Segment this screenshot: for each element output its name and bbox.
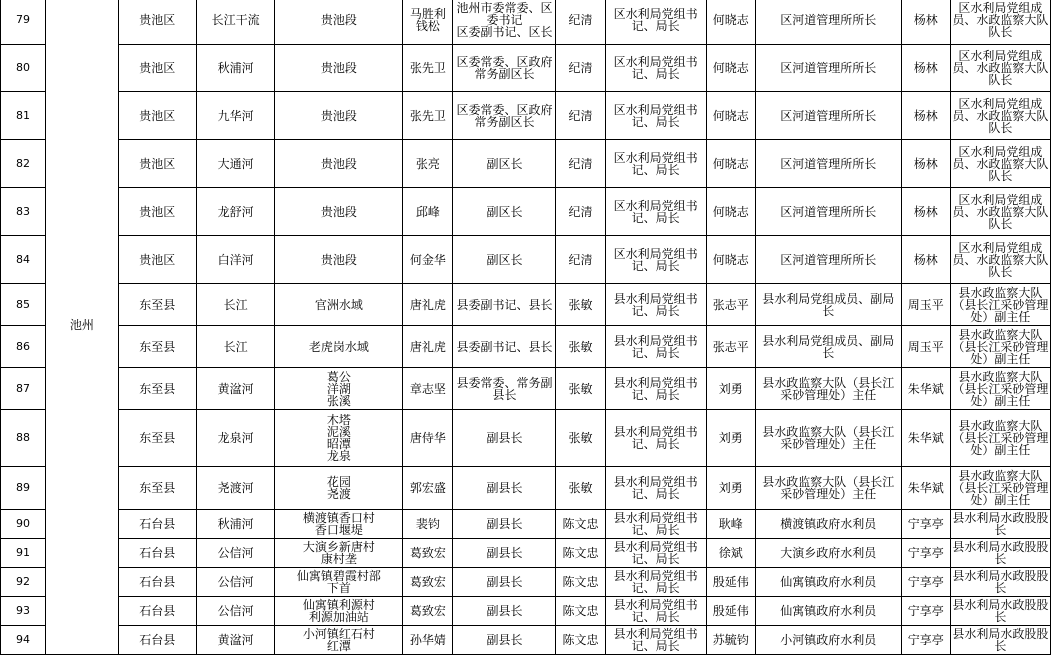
table-row [1, 92, 1051, 140]
river-chief-title: 副区长 [453, 188, 556, 236]
contact-name: 张志平 [706, 284, 755, 326]
row-number: 86 [1, 326, 46, 368]
table-row [1, 368, 1051, 410]
liaison-name: 陈文忠 [556, 539, 605, 568]
river-name: 尧渡河 [196, 467, 274, 510]
contact-title: 县水政监察大队（县长江采砂管理处）主任 [755, 410, 901, 467]
liaison-title: 区水利局党组书记、局长 [605, 188, 706, 236]
table-row [1, 539, 1051, 568]
contact-title: 区河道管理所所长 [755, 140, 901, 188]
river-chief-name: 裴钧 [403, 510, 453, 539]
supervisor-title: 县水利局水政股股长 [950, 597, 1050, 626]
river-chief-title: 副县长 [453, 568, 556, 597]
river-name: 龙舒河 [196, 188, 274, 236]
row-number: 94 [1, 626, 46, 655]
supervisor-name: 朱华斌 [901, 410, 950, 467]
district: 石台县 [118, 568, 196, 597]
district: 东至县 [118, 410, 196, 467]
river-chief-name: 张先卫 [403, 92, 453, 140]
district: 贵池区 [118, 92, 196, 140]
river-name: 龙泉河 [196, 410, 274, 467]
river-section: 贵池段 [275, 0, 403, 45]
river-section: 贵池段 [275, 236, 403, 284]
contact-name: 何晓志 [706, 45, 755, 92]
river-chief-title: 副县长 [453, 467, 556, 510]
city-cell: 池州 [46, 0, 119, 655]
district: 东至县 [118, 467, 196, 510]
supervisor-name: 朱华斌 [901, 368, 950, 410]
liaison-name: 张敏 [556, 467, 605, 510]
liaison-name: 纪清 [556, 140, 605, 188]
district: 贵池区 [118, 45, 196, 92]
liaison-title: 县水利局党组书记、局长 [605, 510, 706, 539]
district: 贵池区 [118, 188, 196, 236]
river-section: 木塔 泥溪 昭潭 龙泉 [275, 410, 403, 467]
contact-name: 何晓志 [706, 140, 755, 188]
contact-title: 县水利局党组成员、副局长 [755, 284, 901, 326]
table-row [1, 140, 1051, 188]
district: 贵池区 [118, 236, 196, 284]
river-chief-title: 副县长 [453, 510, 556, 539]
row-number: 87 [1, 368, 46, 410]
contact-title: 区河道管理所所长 [755, 188, 901, 236]
supervisor-title: 县水政监察大队（县长江采砂管理处）副主任 [950, 284, 1050, 326]
table-row [1, 188, 1051, 236]
table-row [1, 510, 1051, 539]
district: 石台县 [118, 539, 196, 568]
row-number: 84 [1, 236, 46, 284]
river-name: 长江 [196, 284, 274, 326]
river-name: 黄湓河 [196, 626, 274, 655]
contact-name: 张志平 [706, 326, 755, 368]
supervisor-name: 宁享亭 [901, 568, 950, 597]
supervisor-name: 杨林 [901, 0, 950, 45]
contact-name: 何晓志 [706, 0, 755, 45]
river-chief-title: 县委常委、常务副县长 [453, 368, 556, 410]
liaison-title: 县水利局党组书记、局长 [605, 597, 706, 626]
river-chief-name: 葛致宏 [403, 539, 453, 568]
river-section: 贵池段 [275, 140, 403, 188]
row-number: 88 [1, 410, 46, 467]
contact-name: 何晓志 [706, 236, 755, 284]
contact-title: 横渡镇政府水利员 [755, 510, 901, 539]
row-number: 89 [1, 467, 46, 510]
river-name: 九华河 [196, 92, 274, 140]
supervisor-name: 杨林 [901, 140, 950, 188]
district: 贵池区 [118, 0, 196, 45]
river-name: 公信河 [196, 539, 274, 568]
liaison-name: 纪清 [556, 188, 605, 236]
supervisor-title: 县水政监察大队（县长江采砂管理处）副主任 [950, 368, 1050, 410]
river-section: 葛公 洋湖 张溪 [275, 368, 403, 410]
liaison-title: 区水利局党组书记、局长 [605, 45, 706, 92]
supervisor-title: 区水利局党组成员、水政监察大队队长 [950, 92, 1050, 140]
liaison-title: 区水利局党组书记、局长 [605, 140, 706, 188]
supervisor-name: 朱华斌 [901, 467, 950, 510]
river-name: 公信河 [196, 597, 274, 626]
district: 石台县 [118, 597, 196, 626]
table-row [1, 568, 1051, 597]
contact-name: 徐斌 [706, 539, 755, 568]
liaison-name: 张敏 [556, 410, 605, 467]
contact-title: 大演乡政府水利员 [755, 539, 901, 568]
contact-title: 县水政监察大队（县长江采砂管理处）主任 [755, 368, 901, 410]
district: 石台县 [118, 510, 196, 539]
supervisor-title: 县水政监察大队（县长江采砂管理处）副主任 [950, 467, 1050, 510]
supervisor-title: 县水政监察大队（县长江采砂管理处）副主任 [950, 326, 1050, 368]
contact-name: 何晓志 [706, 92, 755, 140]
river-name: 秋浦河 [196, 45, 274, 92]
supervisor-name: 周玉平 [901, 284, 950, 326]
river-section: 官洲水域 [275, 284, 403, 326]
supervisor-title: 县水利局水政股股长 [950, 626, 1050, 655]
liaison-name: 纪清 [556, 236, 605, 284]
river-chief-name: 张亮 [403, 140, 453, 188]
district: 东至县 [118, 326, 196, 368]
row-number: 80 [1, 45, 46, 92]
row-number: 93 [1, 597, 46, 626]
liaison-name: 张敏 [556, 284, 605, 326]
river-section: 贵池段 [275, 188, 403, 236]
river-chief-name: 孙华婧 [403, 626, 453, 655]
river-section: 大演乡新唐村 康村垄 [275, 539, 403, 568]
supervisor-name: 宁享亭 [901, 626, 950, 655]
row-number: 91 [1, 539, 46, 568]
river-section: 贵池段 [275, 45, 403, 92]
liaison-title: 区水利局党组书记、局长 [605, 0, 706, 45]
contact-title: 县水政监察大队（县长江采砂管理处）主任 [755, 467, 901, 510]
contact-title: 区河道管理所所长 [755, 0, 901, 45]
supervisor-name: 宁享亭 [901, 510, 950, 539]
contact-name: 何晓志 [706, 188, 755, 236]
river-chief-name: 唐礼虎 [403, 326, 453, 368]
river-chief-title: 区委常委、区政府常务副区长 [453, 92, 556, 140]
river-chief-title: 县委副书记、县长 [453, 284, 556, 326]
row-number: 83 [1, 188, 46, 236]
contact-name: 刘勇 [706, 410, 755, 467]
river-section: 花园 尧渡 [275, 467, 403, 510]
supervisor-name: 宁享亭 [901, 597, 950, 626]
row-number: 92 [1, 568, 46, 597]
liaison-name: 纪清 [556, 0, 605, 45]
river-chief-title: 副县长 [453, 410, 556, 467]
river-chief-name: 葛致宏 [403, 597, 453, 626]
supervisor-title: 区水利局党组成员、水政监察大队队长 [950, 0, 1050, 45]
contact-name: 刘勇 [706, 467, 755, 510]
supervisor-title: 县水利局水政股股长 [950, 568, 1050, 597]
row-number: 81 [1, 92, 46, 140]
table-row [1, 597, 1051, 626]
river-name: 长江干流 [196, 0, 274, 45]
district: 贵池区 [118, 140, 196, 188]
supervisor-name: 杨林 [901, 45, 950, 92]
river-name: 公信河 [196, 568, 274, 597]
river-chief-title: 副县长 [453, 539, 556, 568]
liaison-name: 张敏 [556, 368, 605, 410]
liaison-title: 县水利局党组书记、局长 [605, 539, 706, 568]
river-chief-name: 何金华 [403, 236, 453, 284]
table-row [1, 626, 1051, 655]
contact-title: 县水利局党组成员、副局长 [755, 326, 901, 368]
liaison-name: 陈文忠 [556, 568, 605, 597]
river-chief-title: 池州市委常委、区委书记 区委副书记、区长 [453, 0, 556, 45]
river-name: 黄湓河 [196, 368, 274, 410]
supervisor-title: 区水利局党组成员、水政监察大队队长 [950, 236, 1050, 284]
contact-name: 苏毓钧 [706, 626, 755, 655]
liaison-title: 区水利局党组书记、局长 [605, 236, 706, 284]
contact-name: 殷延伟 [706, 597, 755, 626]
supervisor-title: 县水政监察大队（县长江采砂管理处）副主任 [950, 410, 1050, 467]
river-name: 大通河 [196, 140, 274, 188]
liaison-title: 县水利局党组书记、局长 [605, 467, 706, 510]
district: 石台县 [118, 626, 196, 655]
river-chief-title: 副县长 [453, 597, 556, 626]
river-name: 白洋河 [196, 236, 274, 284]
river-section: 仙寓镇利源村 利源加油站 [275, 597, 403, 626]
liaison-title: 区水利局党组书记、局长 [605, 92, 706, 140]
liaison-title: 县水利局党组书记、局长 [605, 568, 706, 597]
river-section: 贵池段 [275, 92, 403, 140]
supervisor-name: 杨林 [901, 188, 950, 236]
contact-title: 小河镇政府水利员 [755, 626, 901, 655]
contact-title: 仙寓镇政府水利员 [755, 568, 901, 597]
river-chief-name: 张先卫 [403, 45, 453, 92]
liaison-title: 县水利局党组书记、局长 [605, 326, 706, 368]
liaison-name: 张敏 [556, 326, 605, 368]
river-chief-name: 章志坚 [403, 368, 453, 410]
table-row [1, 410, 1051, 467]
contact-name: 耿峰 [706, 510, 755, 539]
liaison-title: 县水利局党组书记、局长 [605, 626, 706, 655]
river-chief-title: 区委常委、区政府常务副区长 [453, 45, 556, 92]
river-section: 老虎岗水域 [275, 326, 403, 368]
river-chief-name: 唐侍华 [403, 410, 453, 467]
supervisor-name: 杨林 [901, 236, 950, 284]
row-number: 90 [1, 510, 46, 539]
liaison-name: 陈文忠 [556, 626, 605, 655]
table-row [1, 236, 1051, 284]
river-chief-title: 副县长 [453, 626, 556, 655]
liaison-title: 县水利局党组书记、局长 [605, 368, 706, 410]
liaison-name: 纪清 [556, 45, 605, 92]
river-chief-name: 马胜利 钱松 [403, 0, 453, 45]
river-chief-title: 县委副书记、县长 [453, 326, 556, 368]
table-row [1, 326, 1051, 368]
river-chief-title: 副区长 [453, 140, 556, 188]
supervisor-name: 宁享亭 [901, 539, 950, 568]
contact-title: 区河道管理所所长 [755, 236, 901, 284]
supervisor-title: 区水利局党组成员、水政监察大队队长 [950, 45, 1050, 92]
river-chief-name: 葛致宏 [403, 568, 453, 597]
table-row [1, 284, 1051, 326]
supervisor-title: 县水利局水政股股长 [950, 510, 1050, 539]
table-row [1, 0, 1051, 45]
district: 东至县 [118, 284, 196, 326]
liaison-title: 县水利局党组书记、局长 [605, 410, 706, 467]
contact-name: 殷延伟 [706, 568, 755, 597]
liaison-name: 纪清 [556, 92, 605, 140]
contact-title: 区河道管理所所长 [755, 45, 901, 92]
supervisor-title: 区水利局党组成员、水政监察大队队长 [950, 140, 1050, 188]
liaison-name: 陈文忠 [556, 510, 605, 539]
supervisor-title: 区水利局党组成员、水政监察大队队长 [950, 188, 1050, 236]
table-row [1, 45, 1051, 92]
liaison-title: 县水利局党组书记、局长 [605, 284, 706, 326]
river-chief-title: 副区长 [453, 236, 556, 284]
supervisor-name: 杨林 [901, 92, 950, 140]
river-section: 仙寓镇碧霞村部 下首 [275, 568, 403, 597]
river-chief-name: 邱峰 [403, 188, 453, 236]
river-name: 秋浦河 [196, 510, 274, 539]
contact-title: 仙寓镇政府水利员 [755, 597, 901, 626]
table-row [1, 467, 1051, 510]
row-number: 85 [1, 284, 46, 326]
river-name: 长江 [196, 326, 274, 368]
river-section: 小河镇红石村 红潭 [275, 626, 403, 655]
supervisor-name: 周玉平 [901, 326, 950, 368]
row-number: 82 [1, 140, 46, 188]
contact-title: 区河道管理所所长 [755, 92, 901, 140]
river-chief-name: 唐礼虎 [403, 284, 453, 326]
river-section: 横渡镇香口村 香口堰堤 [275, 510, 403, 539]
liaison-name: 陈文忠 [556, 597, 605, 626]
contact-name: 刘勇 [706, 368, 755, 410]
row-number: 79 [1, 0, 46, 45]
river-chief-name: 郭宏盛 [403, 467, 453, 510]
supervisor-title: 县水利局水政股股长 [950, 539, 1050, 568]
district: 东至县 [118, 368, 196, 410]
